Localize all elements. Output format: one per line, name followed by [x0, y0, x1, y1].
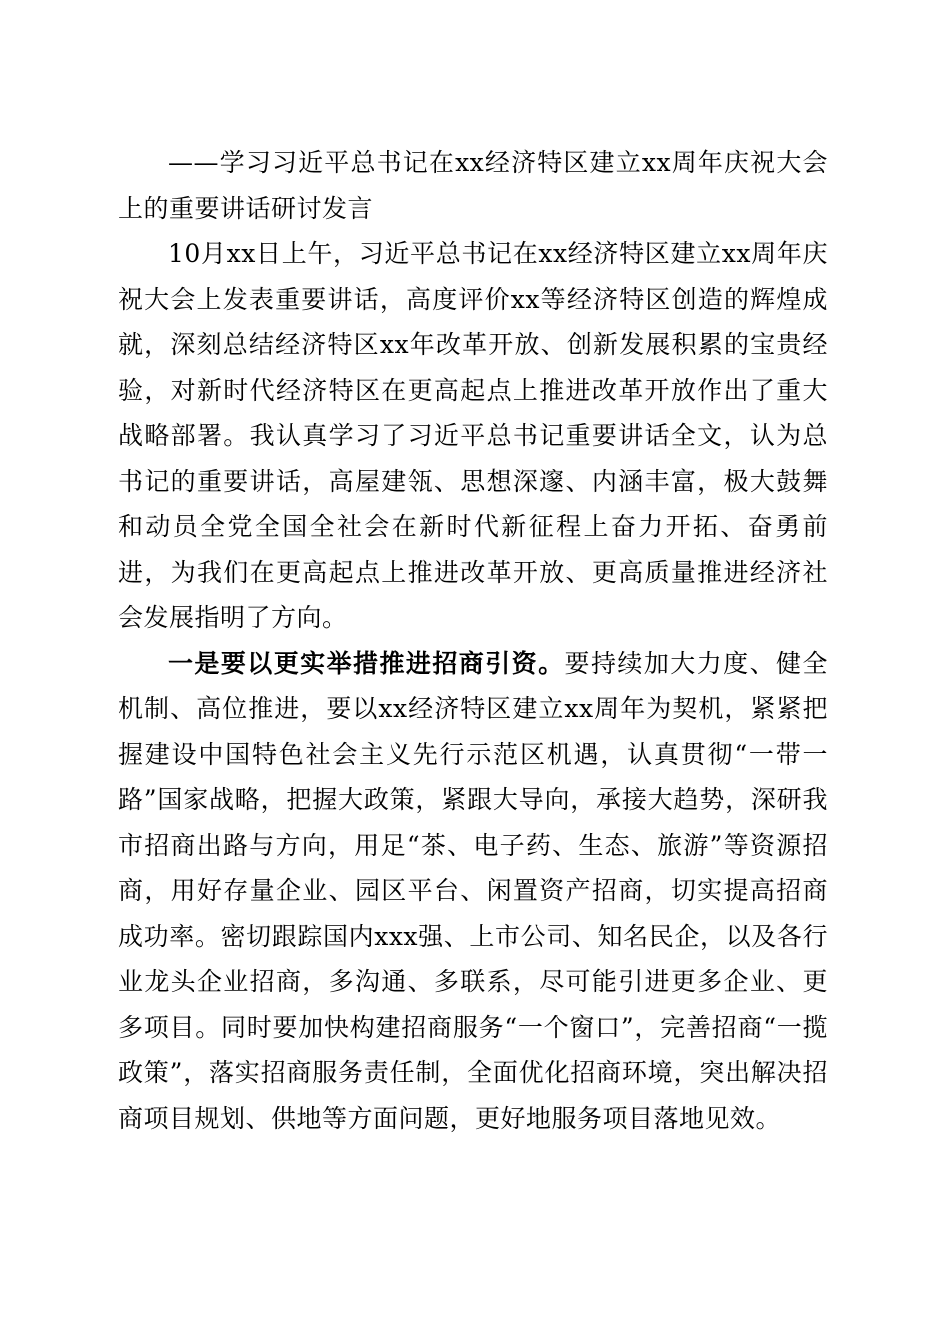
- intro-paragraph: 10月xx日上午，习近平总书记在xx经济特区建立xx周年庆祝大会上发表重要讲话，高度评价xx等经济特区创造的辉煌成就，深刻总结经济特区xx年改革开放、创新发展积累的宝贵经验，对新时代经济特区在更高起点上推进改革开放作出了重大战略部署。我认真学习了习近平总书记重要讲话全文，认为总书记的重要讲话，高屋建瓴、思想深邃、内涵丰富，极大鼓舞和动员全党全国全社会在新时代新征程上奋力开拓、奋勇前进，为我们在更高起点上推进改革开放、更高质量推进经济社会发展指明了方向。: [118, 239, 828, 632]
- document-subtitle: ——学习习近平总书记在xx经济特区建立xx周年庆祝大会上的重要讲话研讨发言: [118, 148, 828, 223]
- section-one-lead: 一是要以更实举措推进招商引资。: [168, 648, 565, 678]
- document-page: [118, 140, 828, 1141]
- section-one-body: 要持续加大力度、健全机制、高位推进，要以xx经济特区建立xx周年为契机，紧紧把握建设中国特色社会主义先行示范区机遇，认真贯彻“一带一路”国家战略，把握大政策，紧跟大导向，承接大趋势，深研我市招商出路与方向，用足“茶、电子药、生态、旅游”等资源招商，用好存量企业、园区平台、闲置资产招商，切实提高招商成功率。密切跟踪国内xxx强、上市公司、知名民企，以及各行业龙头企业招商，多沟通、多联系，尽可能引进更多企业、更多项目。同时要加快构建招商服务“一个窗口”，完善招商“一揽政策”，落实招商服务责任制，全面优化招商环境，突出解决招商项目规划、供地等方面问题，更好地服务项目落地见效。: [118, 648, 828, 1133]
- section-one-paragraph: [118, 641, 828, 1142]
